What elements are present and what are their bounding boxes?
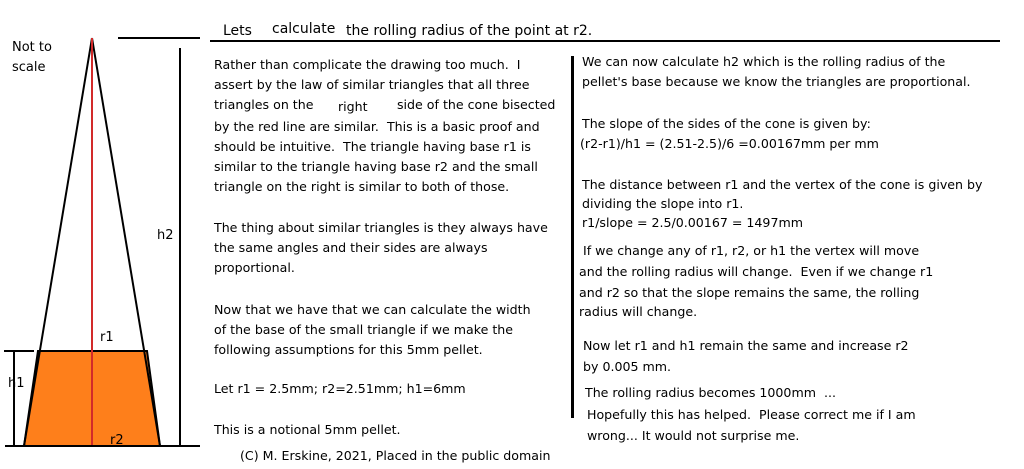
right-change-line2: and the rolling radius will change. Even if we change r1 [579,264,934,279]
label-r1: r1 [100,330,114,345]
left-p3-line1: Now that we have that we can calculate the width [214,302,531,317]
left-p1-right-word: right [338,99,368,114]
right-distance-line3: r1/slope = 2.5/0.00167 = 1497mm [582,215,803,230]
left-p2-line1: The thing about similar triangles is they always have [214,220,548,235]
right-slope-line1: The slope of the sides of the cone is given by: [582,116,871,131]
left-p3-line2: of the base of the small triangle if we make the [214,322,513,337]
left-p1-line5: should be intuitive. The triangle having base r1 is [214,139,531,154]
left-p1-line3a: triangles on the [214,97,314,112]
right-distance-line2: dividing the slope into r1. [582,196,744,211]
header-rule [210,40,1000,42]
right-change-line1: If we change any of r1, r2, or h1 the vertex will move [583,243,920,258]
left-p2-line3: proportional. [214,260,295,275]
cone-diagram [0,0,200,469]
copyright: (C) M. Erskine, 2021, Placed in the public domain [240,448,551,463]
right-change-line4: radius will change. [579,304,698,319]
label-h2: h2 [157,228,174,243]
left-assumptions: Let r1 = 2.5mm; r2=2.51mm; h1=6mm [214,381,466,396]
right-result: The rolling radius becomes 1000mm ... [585,385,836,400]
left-notional: This is a notional 5mm pellet. [214,422,401,437]
column-divider [571,56,574,418]
left-p1-line3b: side of the cone bisected [397,97,556,112]
right-increase-line1: Now let r1 and h1 remain the same and increase r2 [583,338,909,353]
label-r2: r2 [110,433,124,448]
left-p1-line1: Rather than complicate the drawing too much. I [214,57,521,72]
right-closing-line1: Hopefully this has helped. Please correct me if I am [587,407,916,422]
header-word: calculate [272,21,336,37]
not-to-scale-line1: Not to [12,40,52,55]
left-p1-line7: triangle on the right is similar to both of those. [214,179,510,194]
header-prefix: Lets [223,23,252,39]
left-p1-line2: assert by the law of similar triangles that all three [214,77,530,92]
right-distance-line1: The distance between r1 and the vertex of the cone is given by [582,177,983,192]
left-p2-line2: the same angles and their sides are always [214,240,488,255]
label-h1: h1 [8,376,25,391]
left-p3-line3: following assumptions for this 5mm pellet. [214,342,483,357]
right-change-line3: and r2 so that the slope remains the same, the rolling [579,285,920,300]
left-p1-line6: similar to the triangle having base r2 and the small [214,159,538,174]
right-intro-line2: pellet's base because we know the triangles are proportional. [582,74,971,89]
right-closing-line2: wrong... It would not surprise me. [587,428,800,443]
right-intro-line1: We can now calculate h2 which is the rolling radius of the [582,54,946,69]
right-slope-line2: (r2-r1)/h1 = (2.51-2.5)/6 =0.00167mm per mm [580,136,879,151]
left-p1-line4: by the red line are similar. This is a basic proof and [214,119,540,134]
header-suffix: the rolling radius of the point at r2. [346,23,593,39]
right-increase-line2: by 0.005 mm. [583,359,672,374]
not-to-scale-line2: scale [12,60,46,75]
